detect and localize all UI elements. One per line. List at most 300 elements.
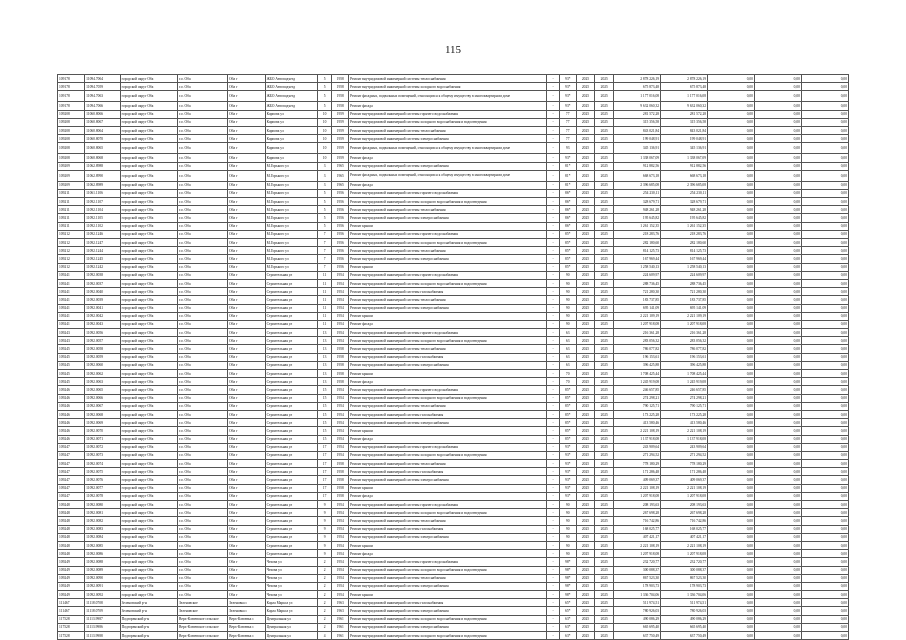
table-row [58,337,849,345]
table-cell: 2025 [576,247,595,255]
table-cell: 1954 [332,566,349,574]
table-cell: 17 [317,476,332,484]
table-cell: Ремонт фасада [349,154,547,162]
table-cell: 2 221 108,19 [614,427,661,435]
table-cell: 1 207 918,08 [614,492,661,500]
table-cell: 0,00 [801,312,848,320]
table-cell: - [547,574,560,582]
table-cell: 2025 [595,247,614,255]
table-cell: 0,00 [708,263,755,271]
table-cell: 675 873,48 [614,83,661,91]
table-cell: 0,00 [801,288,848,296]
table-cell: 86* [559,222,576,230]
table-cell: 1958 [332,83,349,91]
table-cell: 109209 [58,162,85,170]
table-cell: 2025 [576,525,595,533]
table-cell: 0,00 [708,271,755,279]
table-cell: 109248 [58,541,85,549]
table-cell: 85* [559,239,576,247]
table-cell: 11092.0072 [85,443,120,451]
table-cell: 11094.7059 [85,83,120,91]
table-cell: 0,00 [801,126,848,134]
table-cell: 2025 [595,304,614,312]
table-cell: Оба г [228,509,266,517]
table-cell: 109248 [58,501,85,509]
table-cell: 93* [559,476,576,484]
table-cell: 90 [559,288,576,296]
table-cell: Оба г [228,435,266,443]
table-cell: М.Горького ул [265,198,317,206]
table-row [58,345,849,353]
table-cell: 109241 [58,288,85,296]
table-cell: - [547,410,560,418]
table-cell: 167 969,44 [661,255,708,263]
table-cell: 11 [317,320,332,328]
table-cell: 85* [559,394,576,402]
table-row [58,468,849,476]
table-cell: 98* [559,566,576,574]
table-cell: 2025 [595,566,614,574]
table-cell: 5 [317,102,332,110]
table-row [58,607,849,615]
table-cell: 2025 [595,189,614,197]
table-cell: Верх-Клюевка с [228,615,266,623]
table-cell: 1958 [332,378,349,386]
table-cell: Строительная ул [265,386,317,394]
table-cell: 1 336 704,06 [614,591,661,599]
table-cell: 208 193,63 [614,501,661,509]
table-cell: 196 153,61 [661,353,708,361]
table-cell: 2025 [576,509,595,517]
table-cell: - [547,312,560,320]
table-row [58,75,849,83]
table-cell: 0,00 [801,162,848,170]
table-cell: 0,00 [708,501,755,509]
table-cell: Центральная ул [265,615,317,623]
table-cell: 0,00 [708,591,755,599]
table-cell: городской округ Оба [120,394,177,402]
table-cell: 0,00 [801,230,848,238]
table-cell: 9 [317,501,332,509]
table-cell: 2025 [576,460,595,468]
table-cell: 11092.0063 [85,378,120,386]
table-cell: 90 [559,509,576,517]
table-cell: 1958 [332,353,349,361]
table-cell: Ремонт внутридомовой инженерной системы теплоснабжения [349,126,547,134]
table-cell: 409 069,37 [614,476,661,484]
table-cell: 1 258 540,13 [661,263,708,271]
table-cell: 786 077,82 [661,345,708,353]
table-cell: городской округ Оба [120,402,177,410]
table-cell: 1954 [332,443,349,451]
table-cell: 2 [317,591,332,599]
table-cell: г.о. Оба [177,361,227,369]
table-cell: Строительная ул [265,353,317,361]
table-cell: 0,00 [708,118,755,126]
table-cell: - [547,550,560,558]
table-cell: 1958 [332,468,349,476]
table-cell: 11092.0080 [85,501,120,509]
table-cell: Ремонт внутридомовой инженерной системы холодного водоснабжения и водоотведения [349,615,547,623]
table-cell: 0,00 [801,118,848,126]
table-cell: - [547,345,560,353]
table-cell: 109246 [58,435,85,443]
table-cell: 2025 [595,370,614,378]
table-cell: 0,00 [708,435,755,443]
table-row [58,386,849,394]
table-cell: 0,00 [754,591,801,599]
table-cell: 109211 [58,214,85,222]
table-cell: Оба г [228,574,266,582]
table-cell: 1954 [332,402,349,410]
table-cell: 11092.0042 [85,312,120,320]
table-cell: Оба г [228,427,266,435]
table-cell: 300 088,37 [614,566,661,574]
table-cell: 5 [317,83,332,91]
table-cell: 1956 [332,263,349,271]
table-cell: Ремонт внутридомовой инженерной системы газоснабжения [349,410,547,418]
table-cell: 15 [317,402,332,410]
table-cell: 0,00 [801,476,848,484]
table-cell: 195 645,82 [614,214,661,222]
table-cell: 0,00 [801,222,848,230]
table-cell: Ремонт внутридомовой инженерной системы горячего водоснабжения [349,271,547,279]
table-cell: 2 [317,607,332,615]
table-cell: 0,00 [754,288,801,296]
table-cell: 1954 [332,509,349,517]
table-cell: 2 [317,574,332,582]
table-cell: 85* [559,386,576,394]
table-cell: 171 286,48 [614,468,661,476]
table-cell: г.о. Оба [177,135,227,143]
table-cell: 11092.0076 [85,476,120,484]
table-cell: Ремонт крыши [349,263,547,271]
table-cell: Ремонт внутридомовой инженерной системы газоснабжения [349,525,547,533]
table-cell: г.о. Оба [177,558,227,566]
table-cell: - [547,353,560,361]
table-cell: Строительная ул [265,288,317,296]
table-cell: 3 [317,181,332,189]
table-cell: Оба г [228,230,266,238]
table-cell: 109209 [58,181,85,189]
table-cell: 5 [317,198,332,206]
table-cell: Оба г [228,386,266,394]
table-cell: 2 [317,558,332,566]
table-cell: 2025 [595,435,614,443]
table-cell: 11092.0043 [85,320,120,328]
table-cell: 10 [317,135,332,143]
table-cell: 15 [317,427,332,435]
table-cell: 0,00 [801,484,848,492]
table-cell: г.о. Оба [177,402,227,410]
table-cell: 2025 [595,118,614,126]
table-row [58,230,849,238]
table-cell: Оба г [228,460,266,468]
table-cell: 0,00 [754,135,801,143]
table-cell: Строительная ул [265,304,317,312]
table-cell: Ремонт внутридомовой инженерной системы электроснабжения [349,162,547,170]
table-cell: городской округ Оба [120,170,177,181]
table-cell: 243 909,64 [614,443,661,451]
table-cell: 0,00 [754,541,801,549]
table-cell: 98* [559,574,576,582]
table-cell: 0,00 [754,632,801,640]
table-cell: - [547,476,560,484]
table-cell: 11092.1247 [85,239,120,247]
table-cell: Ремонт фасадных, подвальных помещений, относящихся к общему имуществу в многоквартирном доме [349,143,547,154]
table-cell: 0,00 [708,345,755,353]
table-cell: 109208 [58,110,85,118]
table-cell: 9 [317,550,332,558]
table-cell: 1954 [332,541,349,549]
table-cell: 283 056,32 [614,337,661,345]
table-cell: 0,00 [801,181,848,189]
table-cell: 81* [559,162,576,170]
table-cell: 109212 [58,230,85,238]
table-cell: 1954 [332,550,349,558]
table-cell: 224 609,97 [614,271,661,279]
table-cell: 11 [317,288,332,296]
table-cell: 0,00 [754,345,801,353]
table-cell: 0,00 [754,271,801,279]
table-cell: 0,00 [754,279,801,287]
table-cell: Оба г [228,533,266,541]
table-cell: городской округ Оба [120,492,177,500]
table-cell: Оба г [228,320,266,328]
table-cell: 2025 [576,451,595,459]
table-cell: Карпова ул [265,143,317,154]
table-cell: - [547,271,560,279]
table-cell: 0,00 [754,206,801,214]
table-cell: 109245 [58,378,85,386]
table-cell: 1958 [332,476,349,484]
table-cell: Ремонт крыши [349,312,547,320]
table-cell: Строительная ул [265,370,317,378]
table-cell: 11060.8066 [85,110,120,118]
table-cell: 90 [559,525,576,533]
table-cell: 0,00 [754,468,801,476]
table-cell: Строительная ул [265,541,317,549]
table-cell: Оба г [228,102,266,110]
table-cell: 1 708 425,44 [614,370,661,378]
table-cell: - [547,394,560,402]
table-cell: 1954 [332,501,349,509]
table-cell: 117528 [58,632,85,640]
table-cell: 288 736,45 [614,279,661,287]
table-cell: Ремонт внутридомовой инженерной системы электроснабжения [349,582,547,590]
table-cell: Ремонт внутридомовой инженерной системы электроснабжения [349,623,547,631]
table-cell: 11092.0065 [85,386,120,394]
table-cell: 1 207 918,08 [614,550,661,558]
table-cell: 9 632 060,32 [614,102,661,110]
table-row [58,206,849,214]
table-cell: 0,00 [754,162,801,170]
table-cell: г.о. Оба [177,170,227,181]
table-cell: Оба г [228,288,266,296]
table-cell: 4 [317,632,332,640]
table-cell: Ремонт внутридомовой инженерной системы горячего водоснабжения [349,558,547,566]
table-cell: 0,00 [754,402,801,410]
table-cell: 1956 [332,247,349,255]
table-cell: 0,00 [708,574,755,582]
table-cell: 109248 [58,525,85,533]
table-cell: - [547,279,560,287]
table-cell: г.о. Оба [177,198,227,206]
table-row [58,135,849,143]
table-cell: г.о. Оба [177,279,227,287]
table-row [58,222,849,230]
table-cell: Подгоренский р-н [120,623,177,631]
table-cell: - [547,509,560,517]
table-cell: Строительная ул [265,320,317,328]
table-cell: 0,00 [801,247,848,255]
table-cell: 17 [317,484,332,492]
table-cell: - [547,135,560,143]
table-cell: 0,00 [754,558,801,566]
table-cell: 85* [559,263,576,271]
table-cell: 109241 [58,271,85,279]
table-cell: 0,00 [754,296,801,304]
table-cell: 1 177 016,08 [661,91,708,102]
table-cell: 778 180,29 [661,460,708,468]
table-cell: 0,00 [754,476,801,484]
table-cell: М.Горького ул [265,181,317,189]
table-cell: Ремонт внутридомовой инженерной системы горячего водоснабжения [349,189,547,197]
table-cell: 912 882,56 [661,162,708,170]
table-cell: 2025 [595,525,614,533]
table-row [58,288,849,296]
table-cell: 0,00 [754,451,801,459]
table-cell: 2025 [576,370,595,378]
table-row [58,83,849,91]
table-cell: 0,00 [708,329,755,337]
table-cell: 2025 [576,558,595,566]
table-row [58,214,849,222]
table-cell: 98* [559,591,576,599]
table-cell: Строительная ул [265,296,317,304]
table-cell: 407 421,17 [661,533,708,541]
table-cell: 70 [559,378,576,386]
table-cell: 11094.7066 [85,102,120,110]
table-cell: 1954 [332,288,349,296]
table-cell: Ремонт внутридомовой инженерной системы теплоснабжения [349,206,547,214]
table-cell: 208 193,63 [661,501,708,509]
table-cell: 0,00 [708,484,755,492]
table-cell: Оба г [228,370,266,378]
table-cell: 13 [317,361,332,369]
table-cell: 2025 [576,154,595,162]
table-row [58,162,849,170]
table-cell: - [547,126,560,134]
table-cell: 267 698,28 [661,509,708,517]
table-cell: 11060.8067 [85,118,120,126]
table-cell: 11060.8068 [85,154,120,162]
table-cell: Чехова ул [265,566,317,574]
table-cell: 109247 [58,451,85,459]
table-cell: - [547,296,560,304]
table-cell: 716 742,86 [614,517,661,525]
table-cell: 396 425,88 [614,361,661,369]
table-cell: М.Горького ул [265,239,317,247]
table-cell: Строительная ул [265,468,317,476]
table-cell: 282 180,60 [661,239,708,247]
table-cell: городской округ Оба [120,102,177,110]
table-cell: Оба г [228,304,266,312]
table-cell: 2025 [595,550,614,558]
table-cell: Ремонт внутридомовой инженерной системы теплоснабжения [349,402,547,410]
table-cell: 1965 [332,170,349,181]
table-cell: 77 [559,110,576,118]
table-row [58,329,849,337]
table-cell: 1959 [332,154,349,162]
table-cell: 396 425,88 [661,361,708,369]
table-cell: 2025 [595,296,614,304]
table-cell: г.о. Оба [177,550,227,558]
table-cell: 98* [559,582,576,590]
table-cell: 171 286,48 [661,468,708,476]
table-cell: Строительная ул [265,435,317,443]
table-cell: Ремонт внутридомовой инженерной системы холодного водоснабжения и водоотведения [349,566,547,574]
table-cell: 2025 [576,110,595,118]
table-cell: 1 338 067,09 [661,154,708,162]
table-cell: ЖБО Автоподъезд [265,75,317,83]
table-cell: 0,00 [708,239,755,247]
table-row [58,550,849,558]
table-cell: 85* [559,410,576,418]
table-row [58,239,849,247]
table-cell: 11092.0041 [85,304,120,312]
table-cell: 0,00 [801,170,848,181]
table-cell: 2025 [595,623,614,631]
table-cell: 0,00 [801,402,848,410]
table-cell: 0,00 [754,460,801,468]
table-cell: Ремонт фасада [349,378,547,386]
table-cell: 11092.0081 [85,509,120,517]
table-cell: 0,00 [801,279,848,287]
table-cell: - [547,154,560,162]
table-cell: Оба г [228,126,266,134]
table-row [58,126,849,134]
table-cell: 0,00 [801,386,848,394]
table-cell: Строительная ул [265,451,317,459]
table-cell: 77 [559,135,576,143]
table-cell: 0,00 [708,247,755,255]
table-cell: 0,00 [708,337,755,345]
table-cell: Ремонт внутридомовой инженерной системы теплоснабжения [349,517,547,525]
table-cell: 2025 [595,558,614,566]
table-cell: городской округ Оба [120,566,177,574]
table-cell: Строительная ул [265,329,317,337]
table-cell: г.о. Оба [177,509,227,517]
table-cell: 0,00 [801,541,848,549]
table-cell: 11092.1102 [85,222,120,230]
table-cell: 0,00 [754,623,801,631]
table-cell: городской округ Оба [120,255,177,263]
table-cell: 0,00 [708,181,755,189]
table-cell: городской округ Оба [120,296,177,304]
table-cell: 1954 [332,419,349,427]
table-cell: Ремонт внутридомовой инженерной системы электроснабжения [349,533,547,541]
table-cell: Оба г [228,468,266,476]
table-cell: 1954 [332,271,349,279]
table-cell: 2 [317,582,332,590]
table-cell: 1958 [332,345,349,353]
table-cell: Оба г [228,154,266,162]
table-cell: 11092.0077 [85,484,120,492]
table-cell: 63 [559,345,576,353]
table-cell: 168 025,77 [661,525,708,533]
table-cell: 0,00 [708,170,755,181]
